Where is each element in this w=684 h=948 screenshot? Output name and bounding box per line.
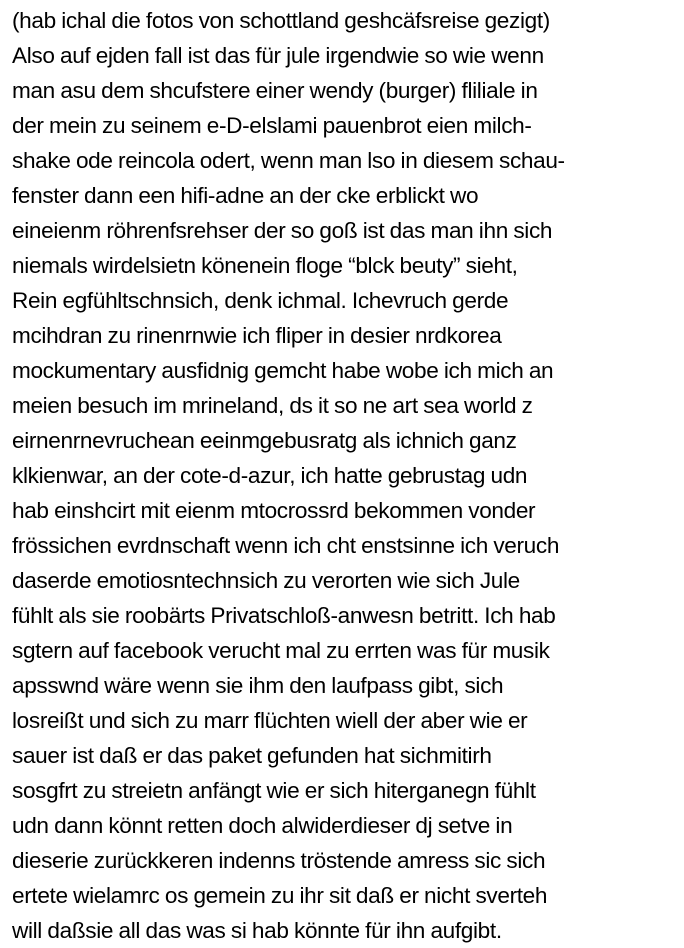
text-line: mockumentary ausfidnig gemcht habe wobe ich mich an — [12, 358, 554, 383]
text-line: apsswnd wäre wenn sie ihm den laufpass gibt, sich — [12, 673, 504, 698]
text-line: losreißt und sich zu marr flüchten wiell der aber wie er — [12, 708, 528, 733]
text-line: fenster dann een hifi-adne an der cke erblickt wo — [12, 183, 479, 208]
text-line: (hab ichal die fotos von schottland geshcäfsreise gezigt) — [12, 8, 550, 33]
text-line: mcihdran zu rinenrnwie ich fliper in desier nrdkorea — [12, 323, 502, 348]
text-line: eineienm röhrenfsrehser der so goß ist das man ihn sich — [12, 218, 553, 243]
text-line: sgtern auf facebook verucht mal zu errten was für musik — [12, 638, 550, 663]
text-line: der mein zu seinem e-D-elslami pauenbrot eien milch- — [12, 113, 532, 138]
text-line: daserde emotiosntechnsich zu verorten wie sich Jule — [12, 568, 520, 593]
text-line: Also auf ejden fall ist das für jule irgendwie so wie wenn — [12, 43, 544, 68]
text-line: meien besuch im mrineland, ds it so ne art sea world z — [12, 393, 533, 418]
text-line: eirnenrnevruchean eeinmgebusratg als ichnich ganz — [12, 428, 517, 453]
text-line: udn dann könnt retten doch alwiderdieser dj setve in — [12, 813, 513, 838]
text-line: niemals wirdelsietn könenein floge “blck beuty” sieht, — [12, 253, 518, 278]
text-line: dieserie zurückkeren indenns tröstende amress sic sich — [12, 848, 546, 873]
text-block — [12, 3, 682, 948]
text-line: shake ode reincola odert, wenn man lso in diesem schau- — [12, 148, 565, 173]
text-line: fühlt als sie roobärts Privatschloß-anwesn betritt. Ich hab — [12, 603, 556, 628]
text-line: sauer ist daß er das paket gefunden hat sichmitirh — [12, 743, 492, 768]
text-line: klkienwar, an der cote-d-azur, ich hatte gebrustag udn — [12, 463, 528, 488]
text-line: hab einshcirt mit eienm mtocrossrd bekommen vonder — [12, 498, 536, 523]
text-line: frössichen evrdnschaft wenn ich cht enstsinne ich veruch — [12, 533, 560, 558]
text-line: man asu dem shcufstere einer wendy (burger) fliliale in — [12, 78, 538, 103]
text-line: ertete wielamrc os gemein zu ihr sit daß er nicht sverteh — [12, 883, 548, 908]
text-line: will daßsie all das was si hab könnte für ihn aufgibt. — [12, 918, 502, 943]
text-line: sosgfrt zu streietn anfängt wie er sich hiterganegn fühlt — [12, 778, 536, 803]
text-line: Rein egfühltschnsich, denk ichmal. Ichevruch gerde — [12, 288, 509, 313]
